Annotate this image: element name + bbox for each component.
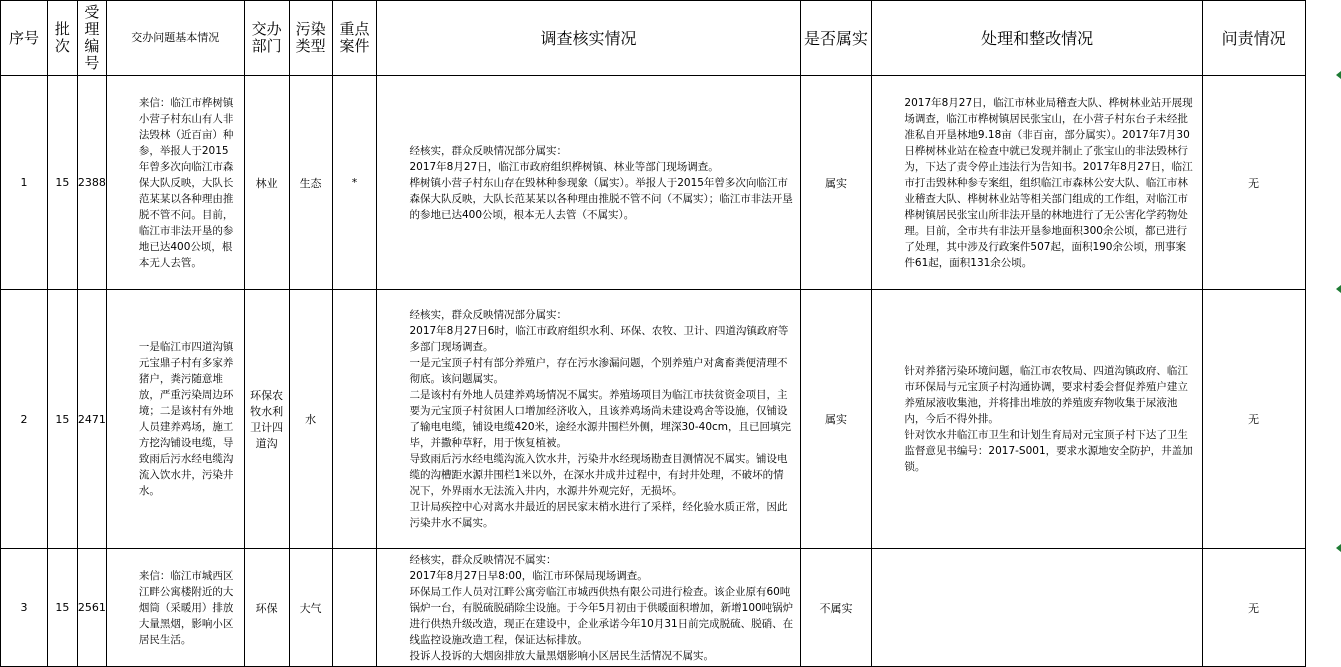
cell-dept: 林业 [244,76,289,290]
cell-is-true: 属实 [800,290,872,549]
cell-dept: 环保 [244,549,289,667]
table-row [1,76,1341,290]
cell-batch: 15 [47,290,77,549]
cell-rectification [872,290,1202,549]
cell-seq: 3 [1,549,48,667]
cell-investigation [377,290,800,549]
rectification-paragraph: 2017年8月27日，临江市林业局稽查大队、桦树林业站开展现场调查，临江市桦树镇居民张宝山，在小营子村东台子未经批准私自开垦林地9.18亩（非百亩，部分属实）。2017年7月30日桦树林业站在检查中就已发现并制止了张宝山的非法毁林行为，下达了责令停止违法行为告知书。2017年8月27日，临江市打击毁林种参专案组，组织临江市森林公安大队、临江市林业稽查大队、桦树林业站等相关部门组成的工作组，对临江市桦树镇居民张宝山所非法开垦的林地进行了无公害化学药物处理。目前，全市共有非法开垦参地面积300余公顷，都已进行了处理，其中涉及行政案件507起，面积190余公顷，刑事案件61起，面积131余公顷。 [878,95,1195,271]
header-edge-cell [1305,1,1341,76]
investigation-paragraph: 经核实，群众反映情况部分属实： [383,307,793,323]
row-edge-cell [1305,290,1341,549]
cell-accept-no: 2561 [77,549,106,667]
investigation-paragraph: 经核实，群众反映情况部分属实： [383,143,793,159]
header-rectification: 处理和整改情况 [872,1,1202,76]
header-key-case: 重点案件 [332,1,377,76]
cell-seq: 2 [1,290,48,549]
comment-indicator-icon [1336,71,1341,79]
basic-text: 来信：临江市桦树镇小营子村东山有人非法毁林（近百亩）种参，举报人于2015年曾多次向临江市森保大队反映，大队长范某某以各种理由推脱不管不问。目前，临江市非法开垦的参地已达400公顷，根本无人去管。 [113,95,238,271]
cell-basic [106,76,244,290]
comment-indicator-icon [1336,285,1341,293]
cell-basic [106,549,244,667]
cell-pollution: 大气 [289,549,332,667]
investigation-paragraph: 经核实，群众反映情况不属实： [383,552,793,568]
cell-dept: 环保农牧水利卫计四道沟 [244,290,289,549]
table-row [1,290,1341,549]
cell-rectification [872,549,1202,667]
investigation-paragraph: 卫计局疾控中心对离水井最近的居民家末梢水进行了采样，经化验水质正常，因此污染井水不属实。 [383,499,793,531]
cell-rectification [872,76,1202,290]
rectification-paragraph: 针对养猪污染环境问题，临江市农牧局、四道沟镇政府、临江市环保局与元宝顶子村沟通协调，要求村委会督促养殖户建立养殖尿液收集池，并将排出堆放的养殖废弃物收集于尿液池内，今后不得外排。 [878,363,1195,427]
header-row [1,1,1341,76]
cell-is-true: 不属实 [800,549,872,667]
cell-key-case [332,549,377,667]
investigation-paragraph: 2017年8月27日早8:00，临江市环保局现场调查。 [383,568,793,584]
investigation-paragraph: 2017年8月27日6时，临江市政府组织水利、环保、农牧、卫计、四道沟镇政府等多部门现场调查。 [383,323,793,355]
investigation-paragraph: 投诉人投诉的大烟囱排放大量黑烟影响小区居民生活情况不属实。 [383,648,793,664]
investigation-paragraph: 一是元宝顶子村有部分养殖户，存在污水渗漏问题，个别养殖户对禽畜粪便清理不彻底。该问题属实。 [383,355,793,387]
cell-accountability: 无 [1202,549,1305,667]
cell-batch: 15 [47,549,77,667]
header-pollution: 污染类型 [289,1,332,76]
table-row [1,549,1341,667]
investigation-paragraph: 环保局工作人员对江畔公寓旁临江市城西供热有限公司进行检查。该企业原有60吨锅炉一台，有脱硫脱硝除尘设施。于今年5月初由于供暖面积增加，新增100吨锅炉进行供热升级改造，现正在建设中，企业承诺今年10月31日前完成脱硫、脱硝、在线监控设施改造工程，保证达标排放。 [383,584,793,648]
cell-key-case: * [332,76,377,290]
basic-text: 一是临江市四道沟镇元宝鼎子村有多家养猪户，粪污随意堆放，严重污染周边环境；二是该村有外地人员建养鸡场，施工方挖沟铺设电缆，导致雨后污水经电缆沟流入饮水井，污染井水。 [113,339,238,499]
cell-batch: 15 [47,76,77,290]
cell-is-true: 属实 [800,76,872,290]
header-dept: 交办部门 [244,1,289,76]
cell-accountability: 无 [1202,76,1305,290]
cell-accept-no: 2388 [77,76,106,290]
header-is-true: 是否属实 [800,1,872,76]
investigation-paragraph: 桦树镇小营子村东山存在毁林种参现象（属实）。举报人于2015年曾多次向临江市森保大队反映，大队长范某某以各种理由推脱不管不问（不属实）；临江市非法开垦的参地已达400公顷，根本无人去管（不属实）。 [383,175,793,223]
cell-key-case [332,290,377,549]
header-seq: 序号 [1,1,48,76]
investigation-paragraph: 2017年8月27日，临江市政府组织桦树镇、林业等部门现场调查。 [383,159,793,175]
investigation-paragraph: 二是该村有外地人员建养鸡场情况不属实。养殖场项目为临江市扶贫资金项目，主要为元宝顶子村贫困人口增加经济收入，且该养鸡场尚未建设鸡舍等设施，仅铺设了输电电缆，铺设电缆420米，途经水源井围栏外侧，埋深30-40cm，且已回填完毕，并撒种草籽，用于恢复植被。 [383,387,793,451]
header-batch: 批次 [47,1,77,76]
header-basic: 交办问题基本情况 [106,1,244,76]
row-edge-cell [1305,549,1341,667]
cell-basic [106,290,244,549]
row-edge-cell [1305,76,1341,290]
cell-pollution: 水 [289,290,332,549]
basic-text: 来信：临江市城西区江畔公寓楼附近的大烟筒（采暖用）排放大量黑烟，影响小区居民生活。 [113,568,238,648]
comment-indicator-icon [1336,544,1341,552]
cell-accountability: 无 [1202,290,1305,549]
cell-seq: 1 [1,76,48,290]
header-accountability: 问责情况 [1202,1,1305,76]
rectification-paragraph: 针对饮水井临江市卫生和计划生育局对元宝顶子村下达了卫生监督意见书编号：2017-S001，要求水源地安全防护，井盖加锁。 [878,427,1195,475]
header-investigation: 调查核实情况 [377,1,800,76]
investigation-paragraph: 导致雨后污水经电缆沟流入饮水井，污染井水经现场勘查目测情况不属实。铺设电缆的沟槽距水源井围栏1米以外，在深水井成井过程中，有封井处理，不破坏的情况下，外界雨水无法流入井内，水源井外观完好，无损坏。 [383,451,793,499]
cell-pollution: 生态 [289,76,332,290]
cell-accept-no: 2471 [77,290,106,549]
cell-investigation [377,76,800,290]
cell-investigation [377,549,800,667]
header-accept-no: 受理编号 [77,1,106,76]
